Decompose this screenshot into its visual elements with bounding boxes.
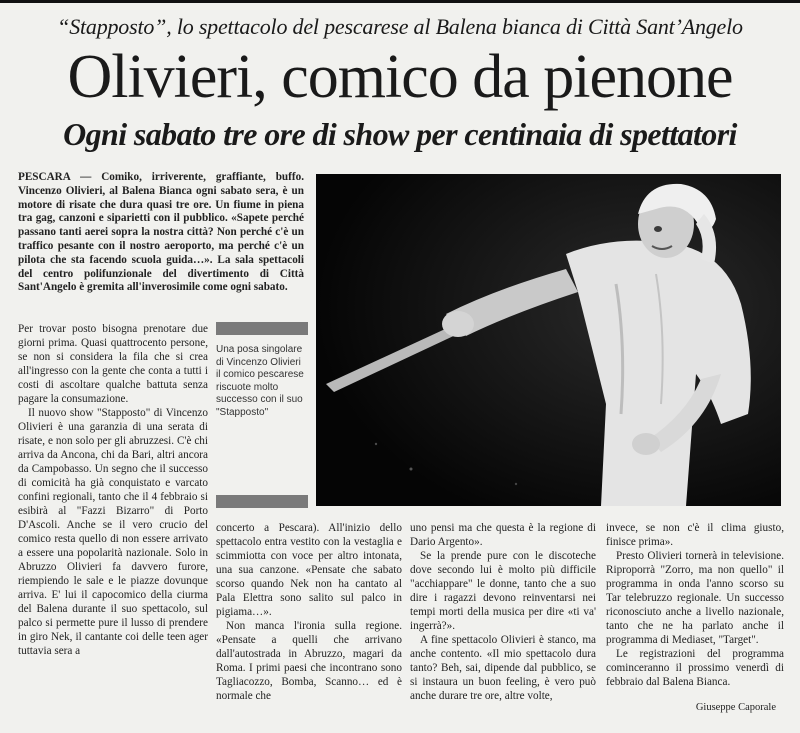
paragraph: concerto a Pescara). All'inizio dello spettacolo entra vestito con la vestaglia e scimmiotta con voce per altro intonata, una sua canzone. «Pensate che sabato scorso quando Nek non ha cantato al Pala Elettra sono salito sul palco in pigiama…». xyxy=(216,522,402,618)
comedian-illustration xyxy=(316,174,781,506)
paragraph: Se la prende pure con le discoteche dove secondo lui è molto più difficile "acchiappare" le donne, tanto che a suo dire i ragazzi devono reinventarsi nei tempi morti della musica per dire «ti va' ingerrà?». xyxy=(410,550,596,632)
lead-text: Comiko, irriverente, graffiante, buffo. Vincenzo Olivieri, al Balena Bianca ogni sabato sera, è un motore di risate che dura quasi tre ore. Un fiume in piena tra gag, canzoni e siparietti con il pubblico. «Sapete perché passano tanti aerei sopra la nostra città? Non perché c'è un traffico pesante con il nostro aeroporto, ma perché c'è un pilota che sta facendo scuola guida…». La sala spettacoli del centro polifunzionale del divertimento di Città Sant'Angelo è gremita all'inverosimile come ogni sabato. xyxy=(18,171,304,294)
paragraph: Non manca l'ironia sulla regione. «Pensate a quelli che arrivano dall'autostrada in Abruzzo, magari da Roma. I primi paesi che incontrano sono Tagliacozzo, Bomba, Scanno… ed è normale che xyxy=(216,620,402,702)
byline: Giuseppe Caporale xyxy=(695,702,776,713)
lead-paragraph xyxy=(18,171,304,311)
paragraph: invece, se non c'è il clima giusto, finisce prima». xyxy=(606,522,784,548)
photo-caption: Una posa singolare di Vincenzo Olivieri il comico pescarese riscuote molto successo con il suo "Stapposto" xyxy=(216,344,304,418)
paragraph: Presto Olivieri tornerà in televisione. Riproporrà "Zorro, ma non quello" il programma in onda l'anno scorso su Tar telebruzzo regionale. Un successo riconosciuto anche a livello nazionale, tanto che ne ha parlato anche il programma di Mediaset, "Target". xyxy=(606,550,784,646)
photo-comedian xyxy=(316,174,781,506)
headline: Olivieri, comico da pienone xyxy=(67,43,733,111)
body-column-1 xyxy=(18,322,208,717)
paragraph: A fine spettacolo Olivieri è stanco, ma anche contento. «Il mio spettacolo dura tanto? Beh, sai, dipende dal pubblico, se si instaura un buon feeling, è vero può anche durare tre ore, altre volte, xyxy=(410,634,596,702)
caption-bar-top xyxy=(216,322,308,335)
top-border xyxy=(0,0,800,3)
body-column-2 xyxy=(216,521,402,717)
paragraph: Per trovar posto bisogna prenotare due giorni prima. Quasi quattrocento persone, se non si considera la fila che si crea all'ingresso con la gente che conta a tutti i costi di ascoltare qualche battuta senza pagare la consumazione. xyxy=(18,323,208,405)
paragraph: Il nuovo show "Stapposto" di Vincenzo Olivieri è una garanzia di una serata di risate, e non solo per gli abruzzesi. C'è chi arriva da Ancona, chi da Bari, altri ancora da Campobasso. Un segno che il successo di comicità ha già conquistato e varcato confini regionali, tanto che il 4 febbraio si esibirà al "Fazzi Bizarro" di Porto D'Ascoli. Anche se il vero crucio del comico resta quello di non essere arrivato a essere una popolarità nazionale. Solo in Abruzzo Olivieri fa davvero furore, riempiendo le sale e le piazze dovunque arriva. E' lui il capocomico della ciurma del Balena durante il suo spettacolo, sul palco si permette pure il lusso di prendere in giro Nek, il cantante coi delle teen ager tuttavia sera a xyxy=(18,407,208,657)
paragraph: uno pensi ma che questa è la regione di Dario Argento». xyxy=(410,522,596,548)
body-column-4 xyxy=(606,521,784,701)
kicker: “Stapposto”, lo spettacolo del pescarese al Balena bianca di Città Sant’Angelo xyxy=(57,14,743,39)
paragraph: Le registrazioni del programma cominceranno il prossimo venerdì di febbraio dal Balena Bianca. xyxy=(606,648,784,688)
body-column-3 xyxy=(410,521,596,717)
photo-caption-box xyxy=(216,322,308,512)
dateline: PESCARA — xyxy=(18,171,92,183)
subheadline: Ogni sabato tre ore di show per centinaia di spettatori xyxy=(63,116,737,152)
caption-bar-bottom xyxy=(216,495,308,508)
